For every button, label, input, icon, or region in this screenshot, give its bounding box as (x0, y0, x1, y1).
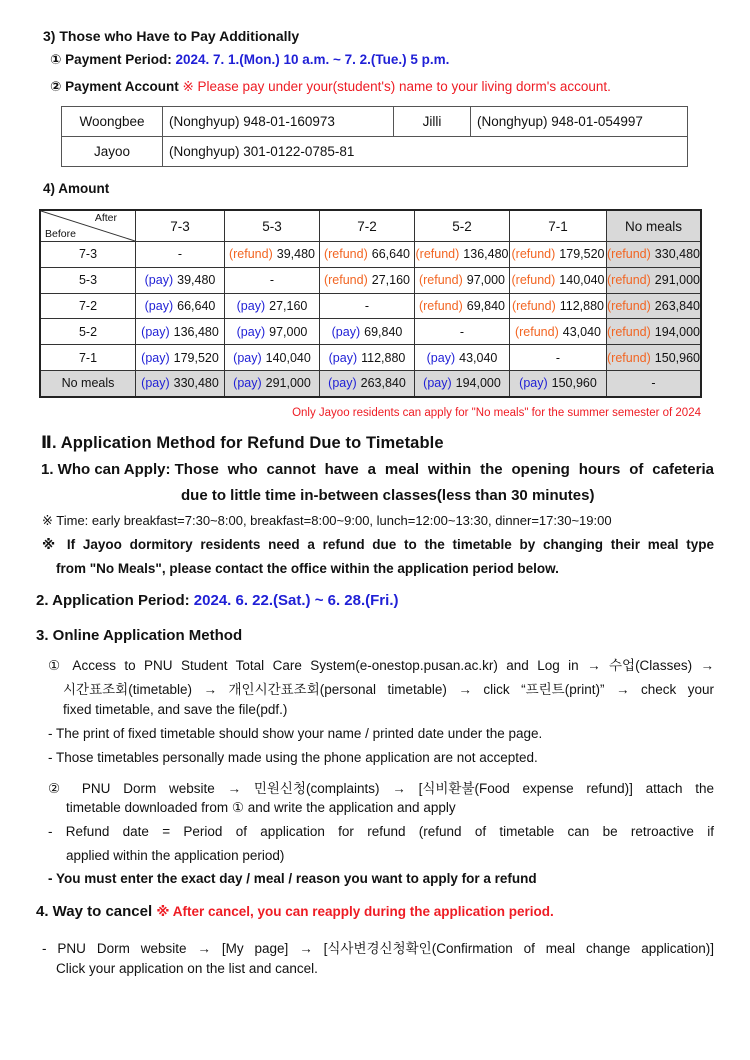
way-to-cancel-note: ※ After cancel, you can reapply during the application period. (156, 904, 554, 919)
payment-period-label: ① Payment Period: (50, 52, 176, 67)
amount-cell-pay (415, 370, 510, 396)
note-exact-day: - You must enter the exact day / meal / reason you want to apply for a refund (48, 871, 537, 886)
way-to-cancel (36, 903, 554, 920)
pay-tag: (pay) (426, 350, 456, 365)
payment-account-note: ※ Please pay under your(student's) name to your living dorm's account. (182, 79, 611, 94)
payment-period (50, 52, 449, 68)
amount-footnote: Only Jayoo residents can apply for "No meals" for the summer semester of 2024 (292, 407, 701, 419)
corner-after-label: After (94, 212, 117, 224)
section-heading-amount: 4) Amount (43, 181, 110, 196)
amount-value: 140,040 (559, 273, 605, 288)
time-note: ※ Time: early breakfast=7:30~8:00, breakfast=8:00~9:00, lunch=12:00~13:30, dinner=17:30~19:00 (42, 513, 612, 528)
amount-cell-pay (225, 370, 320, 396)
pay-tag: (pay) (233, 350, 262, 365)
way-to-cancel-label: 4. Way to cancel (36, 903, 157, 920)
amount-cell-empty: - (607, 370, 702, 396)
amount-cell-empty: - (136, 242, 225, 268)
step1-line2: 시간표조회(timetable) → 개인시간표조회(personal timetable) → click “프린트(print)” → check your (63, 682, 714, 697)
amount-row (40, 267, 701, 293)
amount-row (40, 293, 701, 319)
who-can-apply-line1: Those who cannot have a meal within the opening hours of cafeteria (174, 461, 714, 478)
amount-cell-empty: - (510, 345, 607, 371)
refund-tag: (refund) (607, 350, 651, 365)
note-phone-app: - Those timetables personally made using the phone application are not accepted. (48, 750, 538, 765)
refund-tag: (refund) (607, 324, 651, 339)
pay-tag: (pay) (141, 324, 170, 339)
row-header: 5-3 (40, 267, 136, 293)
who-can-apply (41, 461, 714, 478)
amount-value: 43,040 (562, 324, 601, 339)
amount-value: 97,000 (269, 324, 308, 339)
pay-tag: (pay) (236, 324, 266, 339)
amount-value: 66,640 (371, 247, 410, 262)
account-table (61, 106, 688, 167)
account-number: (Nonghyup) 948-01-160973 (163, 107, 394, 137)
account-number: (Nonghyup) 301-0122-0785-81 (163, 137, 688, 167)
amount-cell-pay (510, 370, 607, 396)
amount-cell-refund (607, 293, 702, 319)
cancel-line2: Click your application on the list and cancel. (56, 961, 318, 976)
amount-cell-pay (136, 370, 225, 396)
amount-cell-refund (607, 319, 702, 345)
amount-cell-refund (510, 319, 607, 345)
amount-header-row (40, 210, 701, 242)
amount-cell-empty: - (320, 293, 415, 319)
amount-value: 330,480 (654, 247, 700, 262)
account-number: (Nonghyup) 948-01-054997 (471, 107, 688, 137)
amount-cell-refund (607, 242, 702, 268)
payment-period-value: 2024. 7. 1.(Mon.) 10 a.m. ~ 7. 2.(Tue.) 5 p.m. (175, 52, 450, 67)
amount-cell-refund (320, 267, 415, 293)
amount-value: 136,480 (463, 247, 509, 262)
pay-tag: (pay) (519, 376, 548, 391)
amount-cell-refund (510, 267, 607, 293)
note-print: - The print of fixed timetable should show your name / printed date under the page. (48, 726, 543, 741)
amount-cell-pay (415, 345, 510, 371)
amount-value: 263,840 (360, 376, 406, 391)
part-ii-title: Ⅱ. Application Method for Refund Due to Timetable (41, 434, 444, 452)
pay-tag: (pay) (423, 376, 452, 391)
note-refund-date-line1: - Refund date = Period of application for refund (refund of timetable can be retroactive if (48, 824, 714, 839)
amount-cell-pay (225, 293, 320, 319)
application-period-value: 2024. 6. 22.(Sat.) ~ 6. 28.(Fri.) (193, 592, 399, 609)
amount-value: 140,040 (265, 350, 311, 365)
account-row (62, 137, 688, 167)
refund-tag: (refund) (607, 298, 651, 313)
amount-cell-pay (136, 319, 225, 345)
amount-cell-pay (320, 345, 415, 371)
refund-tag: (refund) (511, 247, 556, 262)
refund-tag: (refund) (511, 298, 556, 313)
corner-header (40, 210, 136, 242)
refund-tag: (refund) (418, 298, 463, 313)
amount-cell-pay (225, 345, 320, 371)
section-heading-pay-additionally: 3) Those who Have to Pay Additionally (43, 28, 300, 44)
pay-tag: (pay) (144, 273, 174, 288)
pay-tag: (pay) (233, 376, 262, 391)
amount-value: 112,880 (559, 298, 605, 313)
refund-tag: (refund) (415, 247, 460, 262)
amount-value: 136,480 (173, 324, 219, 339)
amount-cell-refund (607, 267, 702, 293)
column-header: 7-1 (510, 210, 607, 242)
amount-cell-pay (320, 370, 415, 396)
amount-cell-refund (415, 267, 510, 293)
amount-value: 291,000 (654, 273, 700, 288)
refund-tag: (refund) (514, 324, 559, 339)
amount-cell-empty: - (415, 319, 510, 345)
amount-value: 194,000 (455, 376, 501, 391)
row-header: 5-2 (40, 319, 136, 345)
dorm-name: Jayoo (62, 137, 163, 167)
amount-cell-pay (136, 345, 225, 371)
who-can-apply-line2: due to little time in-between classes(less than 30 minutes) (181, 487, 595, 504)
amount-value: 66,640 (177, 298, 216, 313)
amount-cell-refund (415, 293, 510, 319)
pay-tag: (pay) (236, 298, 266, 313)
dorm-name: Woongbee (62, 107, 163, 137)
corner-before-label: Before (45, 228, 76, 240)
amount-cell-refund (607, 345, 702, 371)
row-header: 7-3 (40, 242, 136, 268)
column-header: 5-2 (415, 210, 510, 242)
jayoo-note-line1: ※ If Jayoo dormitory residents need a refund due to the timetable by changing their meal type (42, 537, 714, 552)
amount-cell-refund (415, 242, 510, 268)
step1-line3: fixed timetable, and save the file(pdf.) (63, 702, 288, 717)
payment-account-label: ② Payment Account (50, 79, 183, 94)
column-header: 7-2 (320, 210, 415, 242)
amount-value: 179,520 (559, 247, 605, 262)
amount-value: 69,840 (466, 298, 505, 313)
amount-value: 179,520 (173, 350, 219, 365)
pay-tag: (pay) (328, 350, 358, 365)
refund-tag: (refund) (228, 247, 273, 262)
pay-tag: (pay) (141, 350, 170, 365)
amount-value: 69,840 (364, 324, 403, 339)
payment-account (50, 79, 611, 95)
amount-cell-empty: - (225, 267, 320, 293)
step1-line1: ① Access to PNU Student Total Care System(e-onestop.pusan.ac.kr) and Log in → 수업(Classes) → (48, 658, 714, 673)
amount-value: 97,000 (466, 273, 505, 288)
column-header-no-meals: No meals (607, 210, 702, 242)
amount-row (40, 370, 701, 396)
amount-value: 27,160 (371, 273, 410, 288)
refund-tag: (refund) (607, 247, 651, 262)
amount-value: 43,040 (459, 350, 498, 365)
amount-value: 291,000 (265, 376, 311, 391)
pay-tag: (pay) (331, 324, 361, 339)
step2-line1: ② PNU Dorm website → 민원신청(complaints) → [식비환불(Food expense refund)] attach the (48, 781, 714, 796)
amount-value: 263,840 (654, 298, 700, 313)
amount-table (39, 209, 702, 398)
refund-tag: (refund) (418, 273, 463, 288)
amount-value: 27,160 (269, 298, 308, 313)
row-header: 7-1 (40, 345, 136, 371)
amount-cell-refund (510, 293, 607, 319)
application-period (36, 592, 398, 609)
amount-cell-refund (510, 242, 607, 268)
amount-cell-pay (136, 293, 225, 319)
amount-value: 112,880 (361, 350, 406, 365)
amount-value: 39,480 (276, 247, 315, 262)
who-can-apply-label: 1. Who can Apply: (41, 461, 175, 478)
refund-tag: (refund) (323, 247, 368, 262)
amount-value: 39,480 (177, 273, 216, 288)
amount-value: 150,960 (551, 376, 597, 391)
amount-row (40, 242, 701, 268)
row-header: No meals (40, 370, 136, 396)
pay-tag: (pay) (328, 376, 357, 391)
cancel-line1: - PNU Dorm website → [My page] → [식사변경신청확인(Confirmation of meal change application)] (42, 941, 714, 956)
jayoo-note-line2: from "No Meals", please contact the office within the application period below. (56, 561, 559, 576)
refund-tag: (refund) (607, 273, 651, 288)
amount-cell-pay (320, 319, 415, 345)
account-row (62, 107, 688, 137)
amount-value: 330,480 (173, 376, 219, 391)
amount-cell-refund (225, 242, 320, 268)
amount-value: 150,960 (654, 350, 700, 365)
refund-tag: (refund) (511, 273, 556, 288)
amount-row (40, 319, 701, 345)
amount-row (40, 345, 701, 371)
pay-tag: (pay) (144, 298, 174, 313)
dorm-name: Jilli (394, 107, 471, 137)
column-header: 5-3 (225, 210, 320, 242)
application-period-label: 2. Application Period: (36, 592, 194, 609)
refund-tag: (refund) (323, 273, 368, 288)
step2-line2: timetable downloaded from ① and write the application and apply (66, 800, 456, 815)
online-method-heading: 3. Online Application Method (36, 627, 243, 644)
amount-cell-pay (225, 319, 320, 345)
column-header: 7-3 (136, 210, 225, 242)
amount-cell-refund (320, 242, 415, 268)
pay-tag: (pay) (141, 376, 170, 391)
amount-value: 194,000 (654, 324, 700, 339)
row-header: 7-2 (40, 293, 136, 319)
amount-cell-pay (136, 267, 225, 293)
note-refund-date-line2: applied within the application period) (66, 848, 285, 863)
